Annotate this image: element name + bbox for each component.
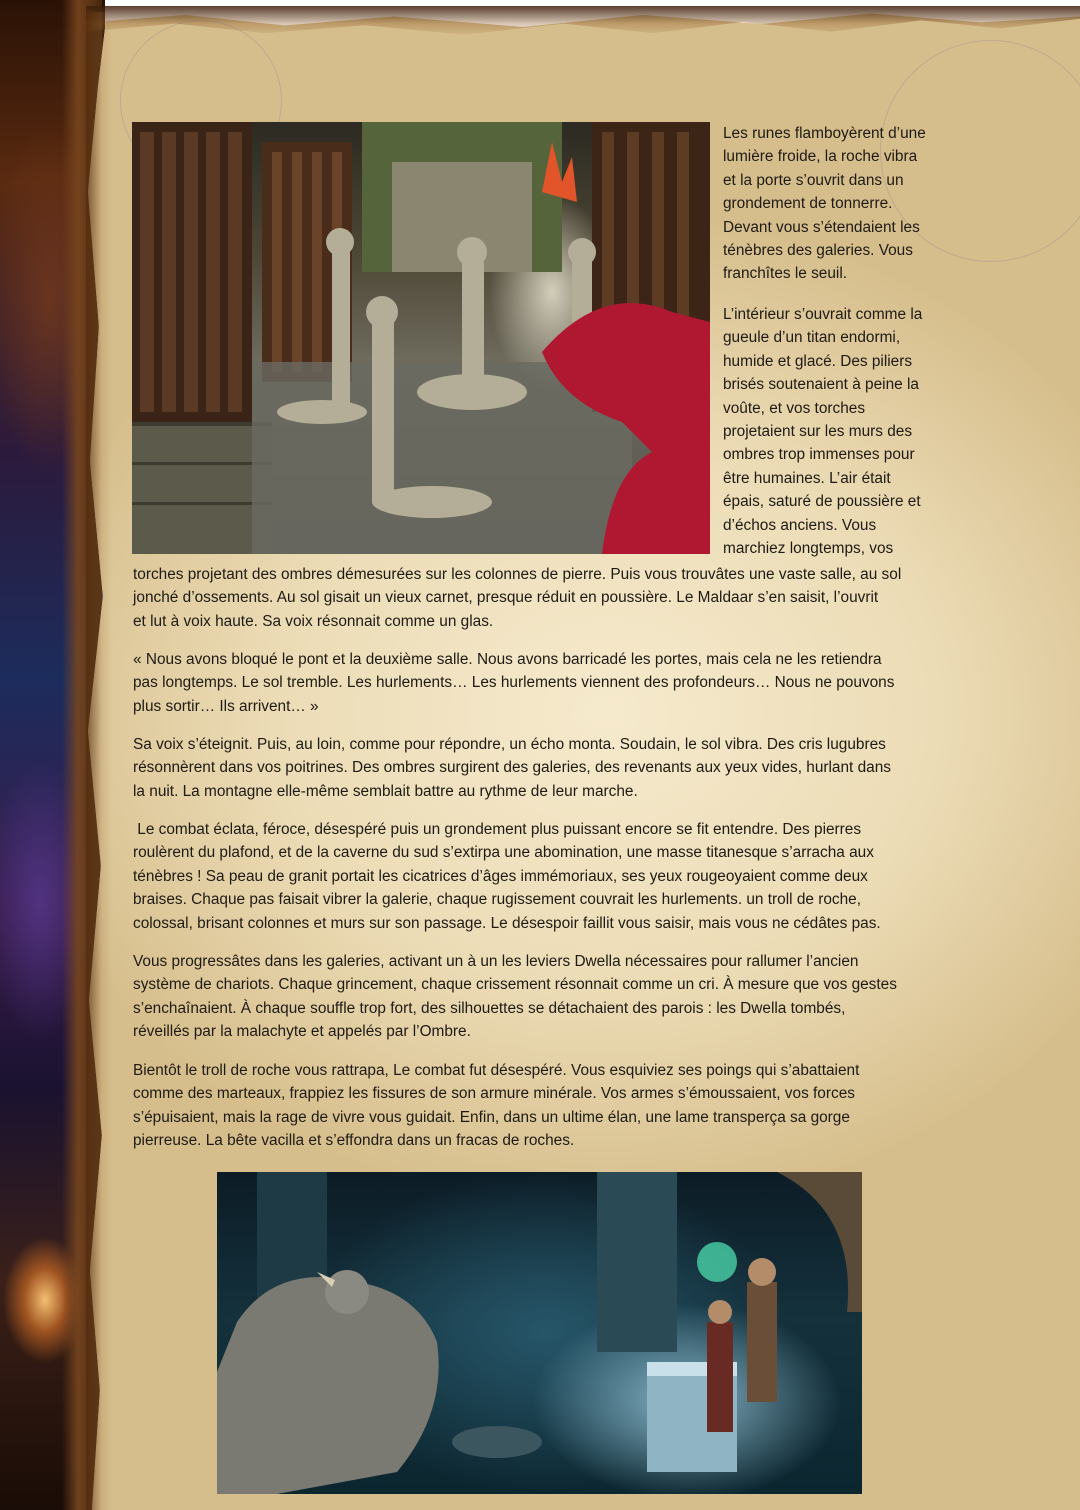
text-line: colossal, brisant colonnes et murs sur son passage. Le désespoir faillit vous saisir, mais vous ne cédâtes pas.: [133, 914, 881, 932]
paragraph-3-quote: [133, 648, 963, 718]
text-line: Le combat éclata, féroce, désespéré puis un grondement plus puissant encore se fit entendre. Des pierres: [133, 821, 862, 838]
paragraph-4: [133, 733, 963, 803]
paragraph-1: [723, 122, 953, 286]
text-line: L’intérieur s’ouvrait comme la: [723, 306, 923, 323]
text-line: comme des marteaux, frappiez les fissures de son armure minérale. Vos armes s’émoussaient, vos forces: [133, 1085, 855, 1103]
troll-battle-illustration: [217, 1172, 862, 1494]
text-line: lumière froide, la roche vibra: [723, 148, 918, 166]
text-line: jonché d’ossements. Au sol gisait un vieux carnet, presque réduit en poussière. Le Maldaar s’en saisit, l’ouvrit: [133, 589, 879, 607]
text-line: pas longtemps. Le sol tremble. Les hurlements… Les hurlements viennent des profondeurs… Nous ne pouvons: [133, 674, 895, 692]
text-line: d’échos anciens. Vous: [723, 516, 877, 534]
text-line: Les runes flamboyèrent d’une: [723, 125, 926, 142]
text-line: projetaient sur les murs des: [723, 423, 913, 441]
text-line: la nuit. La montagne elle-même semblait battre au rythme de leur marche.: [133, 782, 638, 800]
text-line: humide et glacé. Des piliers: [723, 352, 913, 370]
text-line: franchîtes le seuil.: [723, 265, 848, 283]
text-line: et lut à voix haute. Sa voix résonnait comme un glas.: [133, 612, 494, 630]
text-line: « Nous avons bloqué le pont et la deuxième salle. Nous avons barricadé les portes, mais cela ne les retiendra: [133, 651, 882, 668]
text-line: gueule d’un titan endormi,: [723, 329, 901, 347]
text-line: Vous progressâtes dans les galeries, activant un à un les leviers Dwella nécessaires pour rallumer l’ancien: [133, 953, 859, 970]
text-line: Devant vous s’étendaient les: [723, 218, 920, 236]
text-line: ténèbres des galeries. Vous: [723, 242, 913, 260]
text-line: réveillés par la malachyte et appelés par l’Ombre.: [133, 1023, 471, 1041]
text-line: plus sortir… Ils arrivent… »: [133, 697, 319, 715]
text-line: système de chariots. Chaque grincement, chaque crissement résonnait comme un cri. À mesure que vos gestes: [133, 976, 897, 994]
miniatures-scene-illustration: [132, 122, 710, 554]
text-line: roulèrent du plafond, et de la caverne du sud s’extirpa une abomination, une masse titanesque s’arracha aux: [133, 844, 874, 862]
text-line: s’enchaînaient. À chaque souffle trop fort, des silhouettes se détachaient des parois : les Dwella tombés,: [133, 999, 846, 1017]
text-line: épais, saturé de poussière et: [723, 493, 921, 511]
text-line: voûte, et vos torches: [723, 399, 866, 417]
text-line: grondement de tonnerre.: [723, 195, 893, 213]
miniatures-dungeon-photo: [132, 122, 710, 554]
text-line: et la porte s’ouvrit dans un: [723, 171, 904, 189]
text-line: pierreuse. La bête vacilla et s’effondra dans un fracas de roches.: [133, 1132, 575, 1150]
paragraph-7: [133, 1059, 963, 1153]
text-line: Sa voix s’éteignit. Puis, au loin, comme pour répondre, un écho monta. Soudain, le sol vibra. Des cris lugubres: [133, 736, 886, 753]
text-line: ténèbres ! Sa peau de granit portait les cicatrices d’âges immémoriaux, ses yeux rougeoyaient comme deux: [133, 867, 868, 885]
burnt-left-edge: [86, 12, 112, 1510]
text-line: braises. Chaque pas faisait vibrer la galerie, chaque rugissement couvrait les hurlements. un troll de roche,: [133, 891, 862, 909]
paragraph-6: [133, 950, 963, 1044]
text-line: s’épuisaient, mais la rage de vivre vous guidait. Enfin, dans un ultime élan, une lame transperça sa gorge: [133, 1108, 850, 1126]
paragraph-2-continued: [133, 563, 963, 633]
text-line: résonnèrent dans vos poitrines. Des ombres surgirent des galeries, des revenants aux yeux vides, hurlant dans: [133, 759, 891, 777]
text-line: brisés soutenaient à peine la: [723, 376, 919, 394]
paragraph-5: [133, 818, 963, 935]
text-line: ombres trop immenses pour: [723, 446, 915, 464]
paragraph-2-wrapped: [723, 303, 953, 560]
troll-battle-scene: [217, 1172, 862, 1494]
text-line: marchiez longtemps, vos: [723, 540, 894, 558]
text-line: torches projetant des ombres démesurées sur les colonnes de pierre. Puis vous trouvâtes une vaste salle, au sol: [133, 566, 902, 583]
text-line: Bientôt le troll de roche vous rattrapa, Le combat fut désespéré. Vous esquiviez ses poings qui s’abattaient: [133, 1062, 860, 1079]
text-line: être humaines. L’air était: [723, 469, 891, 487]
